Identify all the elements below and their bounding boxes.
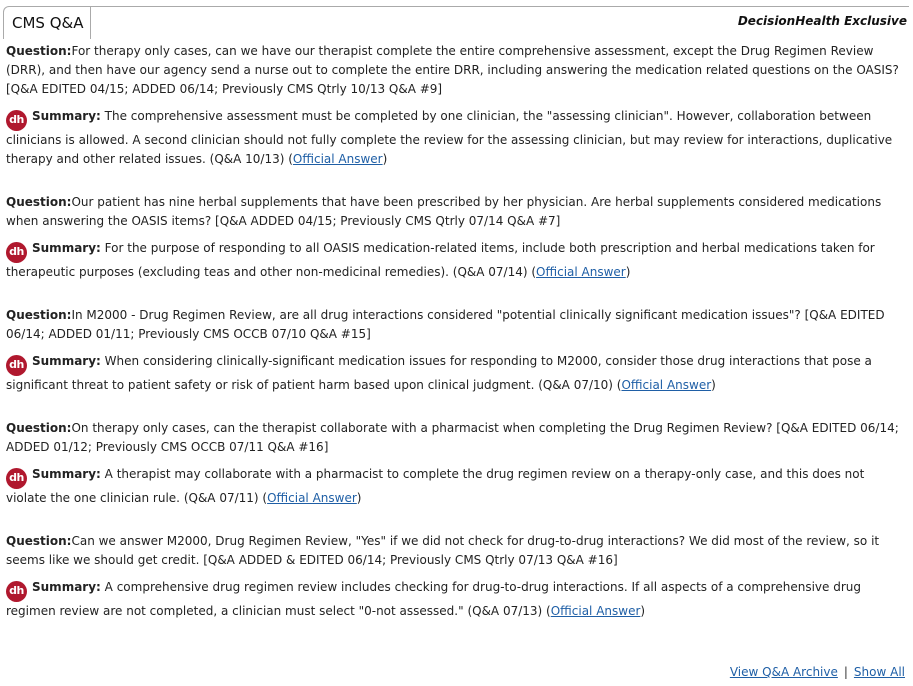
summary-label: Summary: [32,354,101,368]
qa-item [6,306,907,395]
question-text [6,306,907,344]
question-body: On therapy only cases, can the therapist collaborate with a pharmacist when completing the Drug Regimen Review? [Q&A EDITED 06/14; ADDED 01/12; Previously CMS OCCB 07/11 Q&A #16] [6,421,899,454]
qa-list [0,42,913,621]
show-all-link[interactable]: Show All [853,665,905,679]
dh-logo-icon: dh [6,242,27,263]
question-label: Question: [6,308,72,322]
summary-body: For the purpose of responding to all OASIS medication-related items, include both prescription and herbal medications taken for therapeutic purposes (excluding teas and other non-medicinal remedies). (Q&A 07/14) ( [6,241,875,279]
summary-label: Summary: [32,241,101,255]
question-body: Can we answer M2000, Drug Regimen Review, "Yes" if we did not check for drug-to-drug interactions? We did most of the review, so it seems like we should get credit. [Q&A ADDED & EDITED 06/14; Previously CMS Qtrly 07/13 Q&A #16] [6,534,880,567]
summary-label: Summary: [32,109,101,123]
qa-item [6,532,907,621]
question-text [6,532,907,570]
summary-text: dh Summary: A therapist may collaborate with a pharmacist to complete the drug regimen review on a therapy-only case, and this does not violate the one clinician rule. (Q&A 07/11) (Official Answer) [6,467,865,505]
question-label: Question: [6,44,72,58]
summary-text: dh Summary: A comprehensive drug regimen review includes checking for drug-to-drug interactions. If all aspects of a comprehensive drug regimen review are not completed, a clinician must select "0-not assessed." (Q&A 07/13) (Official Answer) [6,580,861,618]
footer-separator: | [843,665,848,679]
qa-item [6,419,907,508]
question-label: Question: [6,421,72,435]
summary-text: dh Summary: For the purpose of responding to all OASIS medication-related items, include both prescription and herbal medications taken for therapeutic purposes (excluding teas and other non-medicinal remedies). (Q&A 07/14) (Official Answer) [6,241,875,279]
tab-cms-qa[interactable] [3,6,91,39]
official-answer-link[interactable]: Official Answer [536,265,626,279]
qa-item [6,193,907,282]
footer-links [730,665,905,679]
official-answer-link[interactable]: Official Answer [267,491,357,505]
official-answer-link[interactable]: Official Answer [550,604,641,618]
official-answer-link[interactable]: Official Answer [292,152,383,166]
question-body: Our patient has nine herbal supplements that have been prescribed by her physician. Are herbal supplements considered medications when answering the OASIS items? [Q&A ADDED 04/15; Previously CMS Qtrly 07/14 Q&A #7] [6,195,882,228]
question-label: Question: [6,534,72,548]
question-text [6,42,907,99]
tab-label: CMS Q&A [12,14,84,32]
dh-logo-icon: dh [6,110,27,131]
view-archive-link[interactable]: View Q&A Archive [729,665,838,679]
widget-header [0,0,913,42]
dh-logo-icon: dh [6,355,27,376]
summary-label: Summary: [32,467,101,481]
official-answer-link[interactable]: Official Answer [621,378,712,392]
question-body: For therapy only cases, can we have our therapist complete the entire comprehensive assessment, except the Drug Regimen Review (DRR), and then have our agency send a nurse out to complete the entire DRR, including answering the medication related questions on the OASIS? [Q&A EDITED 04/15; ADDED 06/14; Previously CMS Qtrly 10/13 Q&A #9] [6,44,899,96]
question-text [6,419,907,457]
question-text [6,193,907,231]
exclusive-label: DecisionHealth Exclusive [737,14,907,28]
summary-body: A therapist may collaborate with a pharmacist to complete the drug regimen review on a therapy-only case, and this does not violate the one clinician rule. (Q&A 07/11) ( [6,467,865,505]
summary-text: dh Summary: The comprehensive assessment must be completed by one clinician, the "assessing clinician". However, collaboration between clinicians is allowed. A second clinician should not fully complete the review for the assessing clinician, but may review for interactions, duplicative therapy and other related issues. (Q&A 10/13) (Official Answer) [6,109,893,166]
question-body: In M2000 - Drug Regimen Review, are all drug interactions considered "potential clinically significant medication issues"? [Q&A EDITED 06/14; ADDED 01/11; Previously CMS OCCB 07/10 Q&A #15] [6,308,885,341]
summary-text: dh Summary: When considering clinically-significant medication issues for responding to M2000, consider those drug interactions that pose a significant threat to patient safety or risk of patient harm based upon clinical judgment. (Q&A 07/10) (Official Answer) [6,354,872,392]
summary-label: Summary: [32,580,101,594]
summary-body: The comprehensive assessment must be completed by one clinician, the "assessing clinician". However, collaboration between clinicians is allowed. A second clinician should not fully complete the review for the assessing clinician, but may review for interactions, duplicative therapy and other related issues. (Q&A 10/13) ( [6,109,893,166]
header-divider [91,6,909,7]
summary-body: When considering clinically-significant medication issues for responding to M2000, consider those drug interactions that pose a significant threat to patient safety or risk of patient harm based upon clinical judgment. (Q&A 07/10) ( [6,354,872,392]
summary-body: A comprehensive drug regimen review includes checking for drug-to-drug interactions. If all aspects of a comprehensive drug regimen review are not completed, a clinician must select "0-not assessed." (Q&A 07/13) ( [6,580,861,618]
dh-logo-icon: dh [6,468,27,489]
qa-item [6,42,907,169]
question-label: Question: [6,195,72,209]
dh-logo-icon: dh [6,581,27,602]
